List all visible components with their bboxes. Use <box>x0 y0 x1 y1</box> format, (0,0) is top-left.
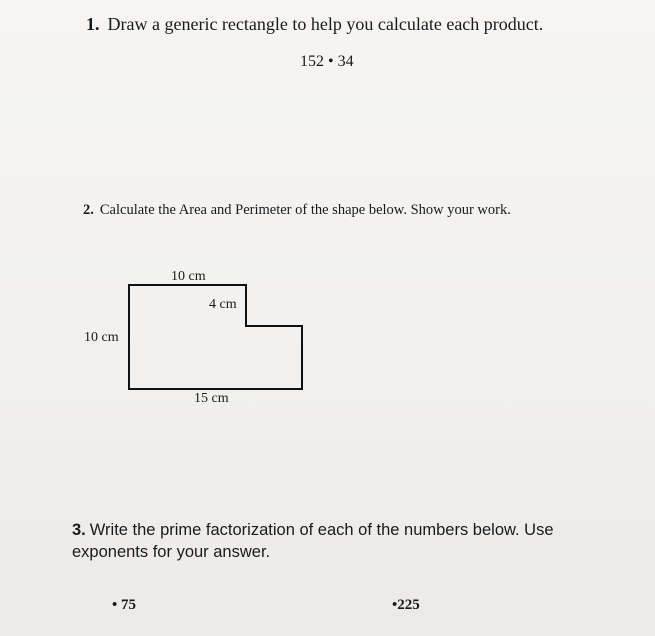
figure-bottom-label: 15 cm <box>194 391 229 406</box>
item-75: • 75 <box>112 597 137 613</box>
question-3-number: 3. <box>72 521 86 539</box>
figure-left-label: 10 cm <box>84 330 119 345</box>
figure-top-label: 10 cm <box>171 269 206 284</box>
question-2-number: 2. <box>83 202 94 218</box>
question-1-expression: 152 • 34 <box>300 53 354 70</box>
question-1-text: Draw a generic rectangle to help you calculate each product. <box>107 14 544 34</box>
figure-inner-label: 4 cm <box>209 297 237 312</box>
question-1-number: 1. <box>86 14 100 34</box>
question-3 <box>72 519 592 563</box>
question-3-text: Write the prime factorization of each of the numbers below. Use exponents for your answer. <box>72 521 554 561</box>
question-2-text: Calculate the Area and Perimeter of the shape below. Show your work. <box>99 202 511 218</box>
item-225: •225 <box>392 597 420 613</box>
